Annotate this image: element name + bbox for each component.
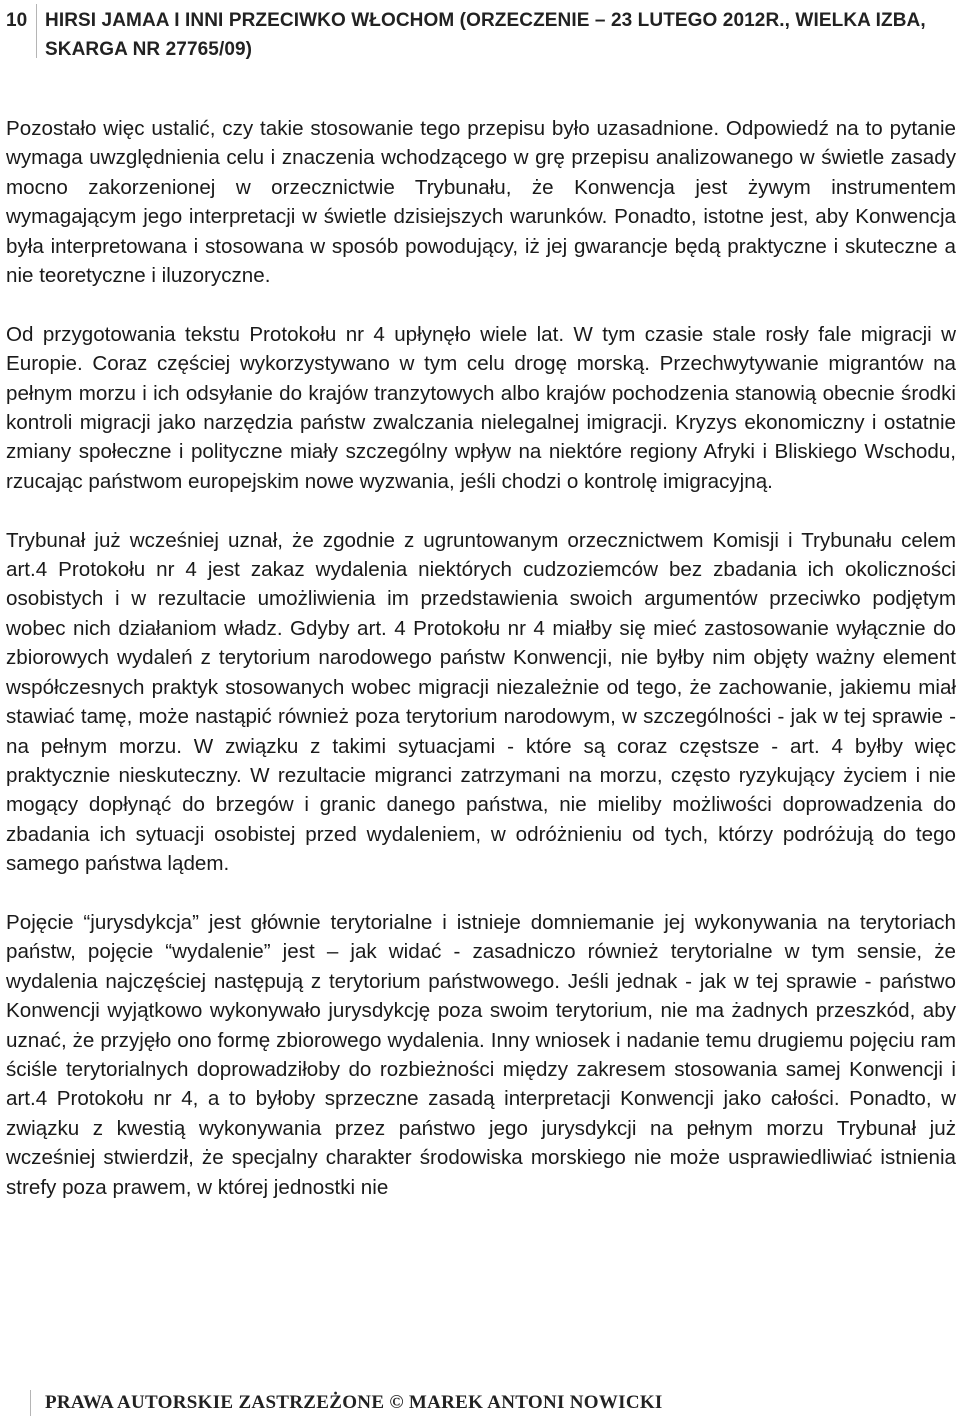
footer-divider [30,1390,31,1416]
paragraph-4: Pojęcie “jurysdykcja” jest głównie terytorialne i istnieje domniemanie jej wykonywania na terytoriach państw, pojęcie “wydalenie” jest – jak widać - zasadniczo również terytorialne w tym sensie, że wydalenia najczęściej następują z terytorium państwowego. Jeśli jednak - jak w tej sprawie - państwo Konwencji wyjątkowo wykonywało jurysdykcję poza swoim terytorium, nie ma żadnych przeszkód, aby uznać, że przyjęło ono formę zbiorowego wydalenia. Inny wniosek i nadanie temu drugiemu pojęciu ram ściśle terytorialnych doprowadziłoby do rozbieżności między zakresem stosowania samej Konwencji i art.4 Protokołu nr 4, a to byłoby sprzeczne zasadą interpretacji Konwencji jako całości. Ponadto, w związku z kwestią wykonywania przez państwo jego jurysdykcji na pełnym morzu Trybunał już wcześniej stwierdził, że specjalny charakter środowiska morskiego nie może usprawiedliwiać istnienia strefy poza prawem, w której jednostki nie [6,910,956,1199]
copyright-notice: PRAWA AUTORSKIE ZASTRZEŻONE © MAREK ANTONI NOWICKI [45,1392,663,1413]
paragraph-1: Pozostało więc ustalić, czy takie stosowanie tego przepisu było uzasadnione. Odpowiedź na to pytanie wymaga uwzględnienia celu i znaczenia wchodzącego w grę przepisu analizowanego w świetle zasady mocno zakorzenionej w orzecznictwie Trybunału, że Konwencja jest żywym instrumentem wymagającym jego interpretacji w świetle dzisiejszych warunków. Ponadto, istotne jest, aby Konwencja była interpretowana i stosowana w sposób powodujący, iż jej gwarancje będą praktyczne i skuteczne a nie teoretyczne i iluzoryczne. [6,117,956,288]
document-body [6,114,956,1202]
header-divider [36,4,37,58]
page-number: 10 [6,10,28,31]
header-title: HIRSI JAMAA I INNI PRZECIWKO WŁOCHOM (ORZECZENIE – 23 LUTEGO 2012R., WIELKA IZBA, SKARGA NR 27765/09) [45,10,926,60]
page-footer [0,1386,960,1417]
paragraph-3: Trybunał już wcześniej uznał, że zgodnie z ugruntowanym orzecznictwem Komisji i Trybunału celem art.4 Protokołu nr 4 jest zakaz wydalenia niektórych cudzoziemców bez zbadania ich okoliczności osobistych i w rezultacie umożliwienia im przedstawienia swoich argumentów przeciwko podjętym wobec nich działaniom władz. Gdyby art. 4 Protokołu nr 4 miałby się mieć zastosowanie wyłącznie do zbiorowych wydaleń z terytorium narodowego państw Konwencji, nie byłby nim objęty ważny element współczesnych praktyk stosowanych wobec migracji niezależnie od tego, że zachowanie, jakiemu miał stawiać tamę, może nastąpić również poza terytorium narodowym, w szczególności - jak w tej sprawie - na pełnym morzu. W związku z takimi sytuacjami - które są coraz częstsze - art. 4 byłby więc praktycznie nieskuteczny. W rezultacie migranci zatrzymani na morzu, często ryzykujący życiem i nie mogący dopłynąć do brzegów i granic danego państwa, nie mieliby możliwości doprowadzenia do zbadania ich sytuacji osobistej przed wydaleniem, w odróżnieniu od tych, którzy podróżują do tego samego państwa lądem. [6,528,956,876]
paragraph-2: Od przygotowania tekstu Protokołu nr 4 upłynęło wiele lat. W tym czasie stale rosły fale migracji w Europie. Coraz częściej wykorzystywano w tym celu drogę morską. Przechwytywanie migrantów na pełnym morzu i ich odsyłanie do krajów tranzytowych albo krajów pochodzenia stanowią obecnie środki kontroli migracji jako narzędzia państw zwalczania nielegalnej imigracji. Kryzys ekonomiczny i ostatnie zmiany społeczne i polityczne miały szczególny wpływ na niektóre regiony Afryki i Bliskiego Wschodu, rzucając państwom europejskim nowe wyzwania, jeśli chodzi o kontrolę imigracyjną. [6,322,956,493]
page-header [0,0,960,64]
